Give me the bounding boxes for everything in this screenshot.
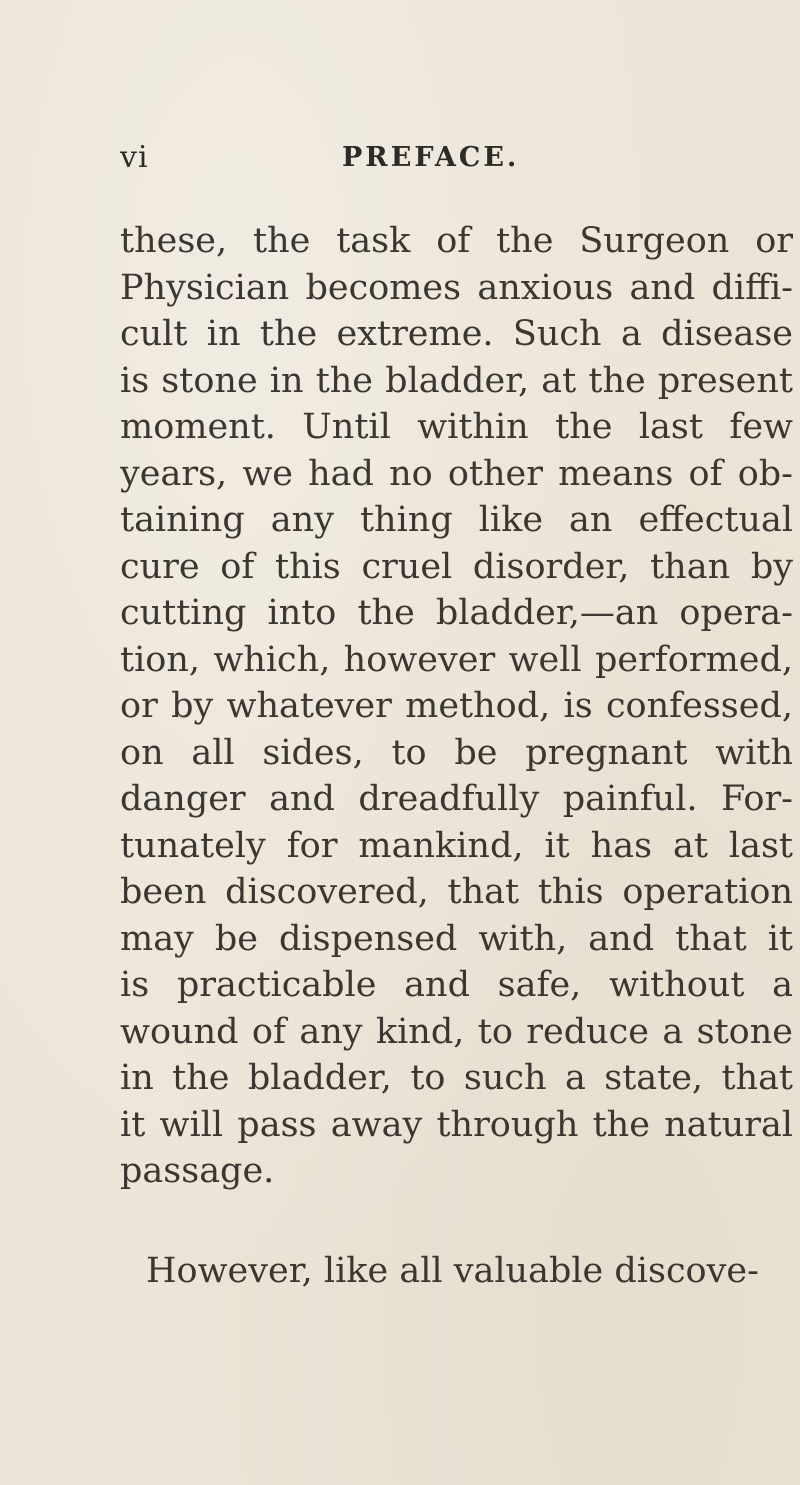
text-line: in the bladder, to such a state, that bbox=[120, 1058, 793, 1098]
text-line: is practicable and safe, without a bbox=[120, 965, 793, 1005]
text-line: these, the task of the Surgeon or bbox=[120, 221, 793, 261]
text-line: cure of this cruel disorder, than by bbox=[120, 546, 793, 587]
text-line: cutting into the bladder,—an opera- bbox=[120, 593, 793, 633]
text-line: may be dispensed with, and that it bbox=[120, 918, 793, 959]
paragraph-1 bbox=[120, 218, 793, 1195]
running-head bbox=[120, 140, 800, 200]
text-line: tunately for mankind, it has at last bbox=[120, 825, 793, 866]
text-line: taining any thing like an effectual bbox=[120, 500, 793, 540]
page-title: PREFACE. bbox=[342, 142, 520, 173]
text-line: or by whatever method, is confessed, bbox=[120, 686, 793, 726]
text-line: been discovered, that this operation bbox=[120, 872, 793, 912]
text-line: it will pass away through the natural bbox=[120, 1104, 793, 1145]
text-line: passage. bbox=[120, 1151, 275, 1191]
text-line: However, like all valuable discove- bbox=[146, 1251, 759, 1291]
text-line: wound of any kind, to reduce a stone bbox=[120, 1011, 793, 1052]
text-line: is stone in the bladder, at the present bbox=[120, 360, 793, 401]
text-line: danger and dreadfully painful. For- bbox=[120, 779, 793, 819]
text-line: tion, which, however well performed, bbox=[120, 639, 793, 680]
page-number: vi bbox=[120, 140, 149, 175]
text-line: on all sides, to be pregnant with bbox=[120, 732, 793, 773]
text-line: cult in the extreme. Such a disease bbox=[120, 314, 793, 354]
paragraph-2 bbox=[146, 1248, 800, 1295]
text-line: Physician becomes anxious and diffi- bbox=[120, 267, 793, 308]
text-line: moment. Until within the last few bbox=[120, 407, 793, 447]
text-line: years, we had no other means of ob- bbox=[120, 453, 793, 494]
